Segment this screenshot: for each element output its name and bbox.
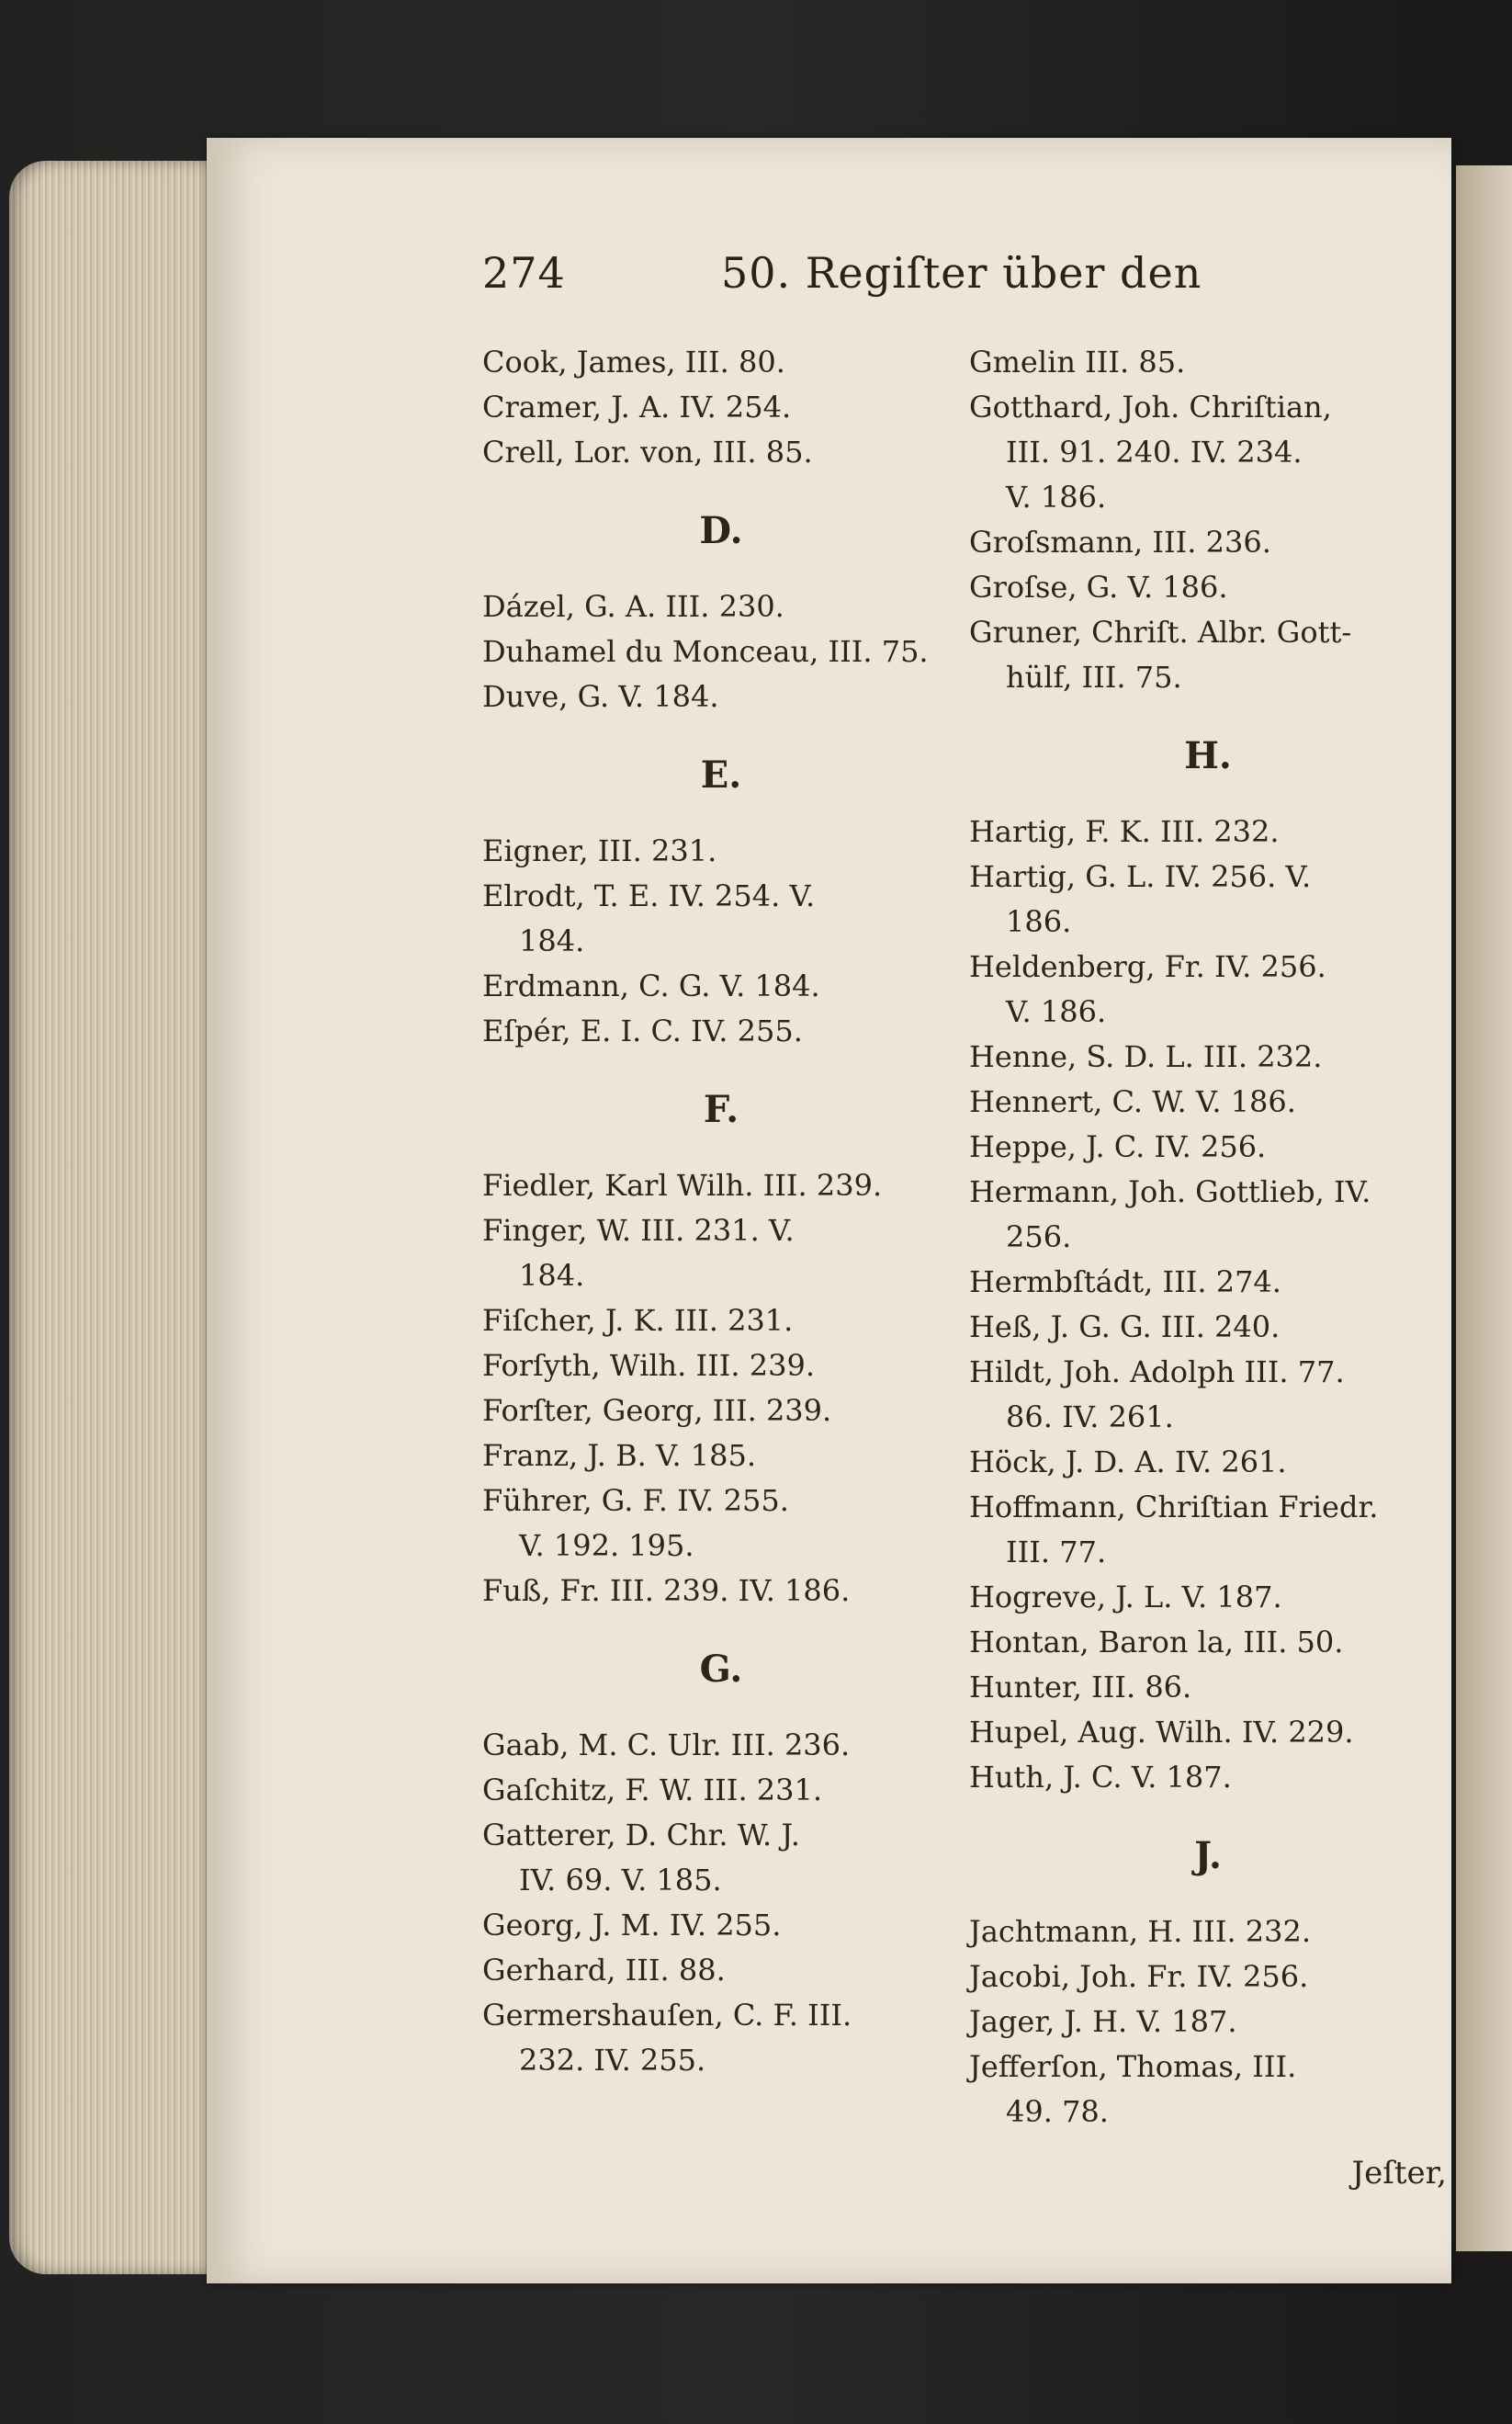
index-entry: Groſse, G. V. 186. [969, 570, 1228, 605]
index-entry: Jacobi, Joh. Fr. IV. 256. [969, 1959, 1309, 1994]
section-letter: J. [1194, 1834, 1222, 1877]
index-entry-continuation: hülf, III. 75. [1006, 660, 1182, 695]
index-entry: Heldenberg, Fr. IV. 256. [969, 949, 1326, 984]
index-entry: Hupel, Aug. Wilh. IV. 229. [969, 1715, 1354, 1750]
section-letter: H. [1184, 734, 1232, 777]
index-entry-continuation: V. 186. [1006, 994, 1107, 1029]
index-entry: Hildt, Joh. Adolph III. 77. [969, 1354, 1345, 1389]
index-entry: Georg, J. M. IV. 255. [482, 1908, 782, 1943]
index-entry: Gotthard, Joh. Chriſtian, [969, 390, 1332, 425]
book-page-edges [9, 161, 207, 2274]
index-entry: Gruner, Chriſt. Albr. Gott- [969, 615, 1352, 650]
index-entry: Duhamel du Monceau, III. 75. [482, 634, 929, 669]
index-entry: Gaſchitz, F. W. III. 231. [482, 1773, 823, 1807]
index-entry: Hartig, F. K. III. 232. [969, 814, 1280, 849]
index-entry: Gatterer, D. Chr. W. J. [482, 1818, 800, 1852]
index-entry: Fiedler, Karl Wilh. III. 239. [482, 1168, 883, 1203]
right-entries [969, 340, 1447, 2135]
running-head [482, 248, 1447, 312]
index-entry: Cook, James, III. 80. [482, 345, 785, 379]
page-title: 50. Regiſter über den [721, 248, 1202, 298]
index-entry: Hermbſtádt, III. 274. [969, 1264, 1281, 1299]
index-entry: Eigner, III. 231. [482, 833, 717, 868]
index-entry: Jachtmann, H. III. 232. [969, 1914, 1312, 1949]
index-entry: Henne, S. D. L. III. 232. [969, 1039, 1323, 1074]
index-entry: Crell, Lor. von, III. 85. [482, 435, 813, 470]
index-entry: Gerhard, III. 88. [482, 1953, 726, 1988]
index-entry: Eſpér, E. I. C. IV. 255. [482, 1014, 803, 1048]
section-letter: D. [699, 509, 743, 552]
index-entry: Hoffmann, Chriſtian Friedr. [969, 1490, 1379, 1524]
section-letter: F. [703, 1088, 739, 1131]
index-entry: Hartig, G. L. IV. 256. V. [969, 859, 1312, 894]
index-entry: Cramer, J. A. IV. 254. [482, 390, 792, 425]
index-entry-continuation: V. 192. 195. [519, 1528, 694, 1563]
section-letter: G. [699, 1648, 743, 1691]
index-entry: Hennert, C. W. V. 186. [969, 1084, 1296, 1119]
index-entry: Gmelin III. 85. [969, 345, 1186, 379]
index-entry: Heppe, J. C. IV. 256. [969, 1129, 1267, 1164]
index-entry-continuation: 184. [519, 923, 585, 958]
index-entry: Franz, J. B. V. 185. [482, 1438, 757, 1473]
index-entry: Fuß, Fr. III. 239. IV. 186. [482, 1573, 851, 1608]
index-entry: Dázel, G. A. III. 230. [482, 589, 784, 624]
index-entry: Hunter, III. 86. [969, 1670, 1192, 1705]
catchword: Jeſter, [1351, 2155, 1447, 2192]
index-entry: Forſyth, Wilh. III. 239. [482, 1348, 816, 1383]
index-entry: Jefferſon, Thomas, III. [969, 2049, 1297, 2084]
index-entry-continuation: 49. 78. [1006, 2094, 1109, 2129]
index-entry: Groſsmann, III. 236. [969, 525, 1271, 560]
index-entry-continuation: IV. 69. V. 185. [519, 1863, 722, 1897]
index-entry-continuation: V. 186. [1006, 480, 1107, 515]
index-entry: Hermann, Joh. Gottlieb, IV. [969, 1174, 1371, 1209]
index-entry: Germershauſen, C. F. III. [482, 1998, 852, 2033]
index-entry-continuation: 86. IV. 261. [1006, 1399, 1174, 1434]
index-entry: Gaab, M. C. Ulr. III. 236. [482, 1727, 851, 1762]
page-number: 274 [482, 248, 566, 298]
index-entry: Huth, J. C. V. 187. [969, 1760, 1232, 1795]
index-entry: Jager, J. H. V. 187. [969, 2004, 1237, 2039]
index-entry: Finger, W. III. 231. V. [482, 1213, 795, 1248]
index-entry: Hogreve, J. L. V. 187. [969, 1580, 1282, 1614]
index-entry-continuation: 232. IV. 255. [519, 2043, 706, 2078]
index-entry-continuation: III. 91. 240. IV. 234. [1006, 435, 1303, 470]
index-column-right [969, 340, 1447, 2196]
index-entry: Hontan, Baron la, III. 50. [969, 1625, 1344, 1659]
index-entry: Erdmann, C. G. V. 184. [482, 968, 820, 1003]
index-entry: Forſter, Georg, III. 239. [482, 1393, 832, 1428]
index-entry: Duve, G. V. 184. [482, 679, 719, 714]
index-entry-continuation: III. 77. [1006, 1535, 1107, 1569]
index-entry-continuation: 184. [519, 1258, 585, 1293]
index-entry: Höck, J. D. A. IV. 261. [969, 1444, 1287, 1479]
index-column-left [482, 340, 960, 2083]
section-letter: E. [700, 753, 742, 797]
index-entry-continuation: 256. [1006, 1219, 1072, 1254]
index-entry-continuation: 186. [1006, 904, 1072, 939]
index-entry: Heß, J. G. G. III. 240. [969, 1309, 1281, 1344]
facing-page-edge [1456, 165, 1512, 2251]
index-entry: Fiſcher, J. K. III. 231. [482, 1303, 794, 1338]
index-entry: Führer, G. F. IV. 255. [482, 1483, 789, 1518]
index-entry: Elrodt, T. E. IV. 254. V. [482, 878, 816, 913]
